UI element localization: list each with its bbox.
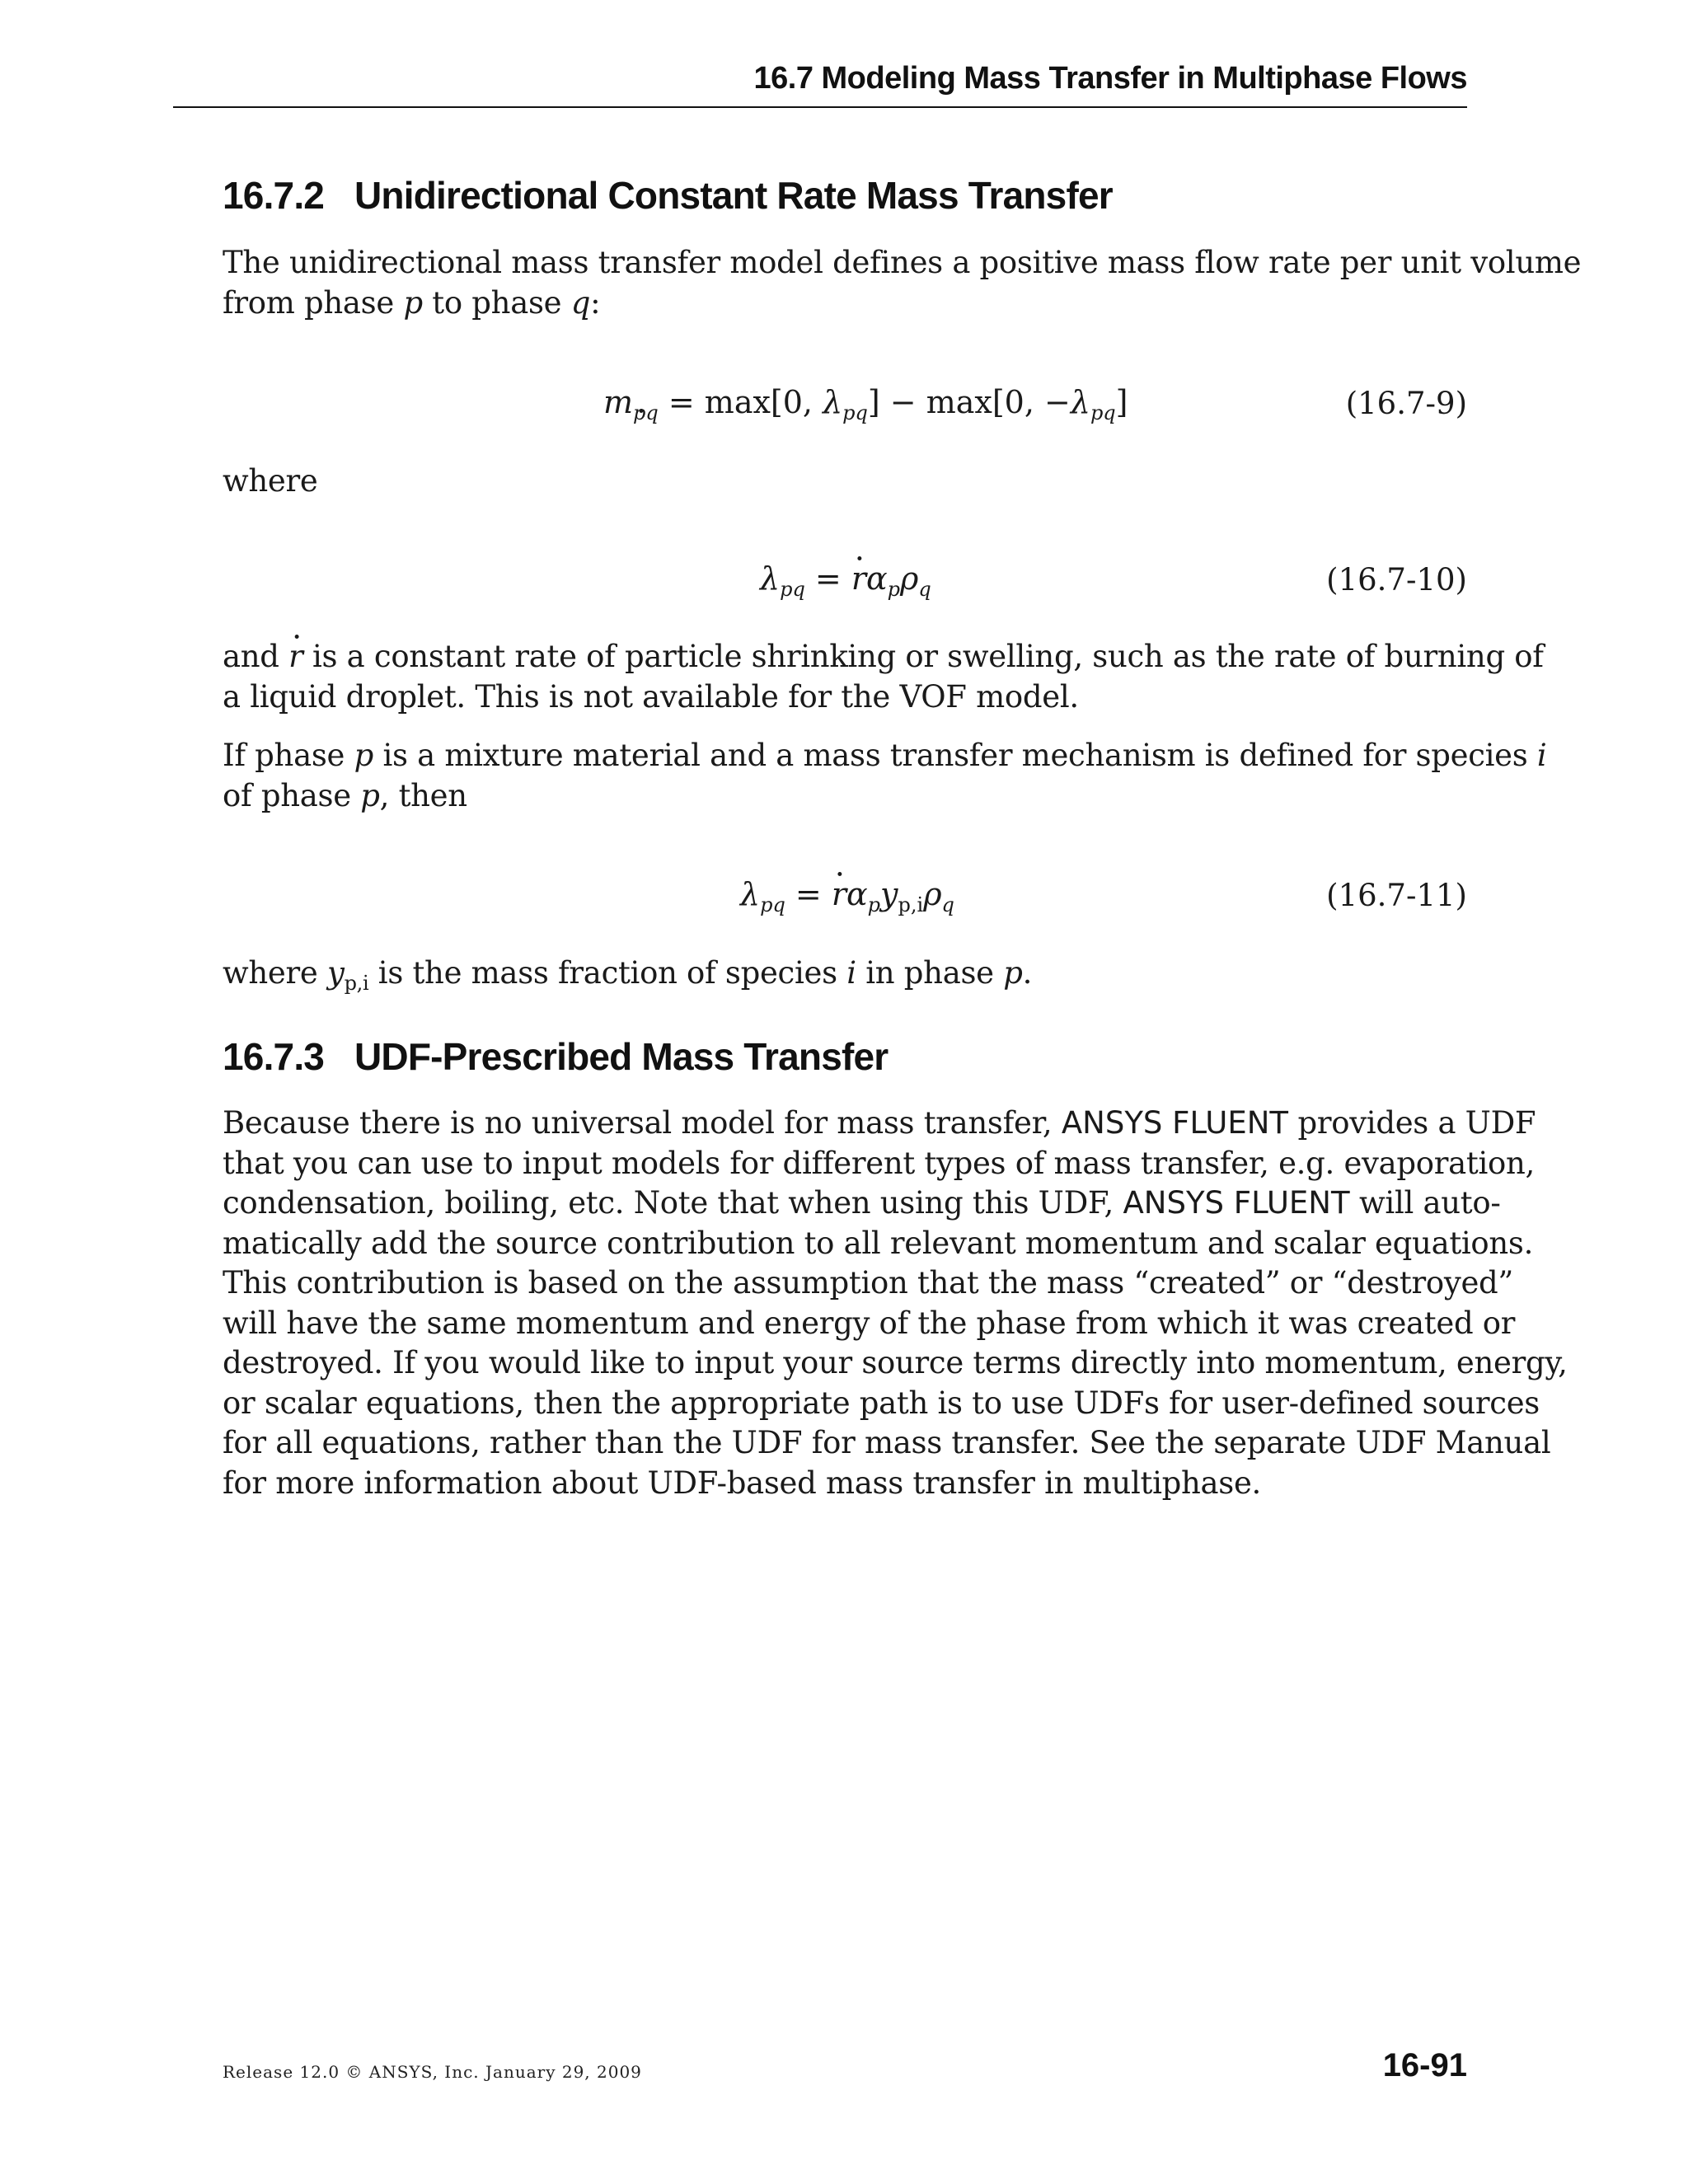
paragraph-line: condensation, boiling, etc. Note that when using this UDF, ANSYS FLUENT will auto- <box>223 1185 1501 1221</box>
section-number: 16.7.2 <box>223 174 325 217</box>
paragraph-line: for all equations, rather than the UDF for mass transfer. See the separate UDF Manual <box>223 1425 1551 1460</box>
paragraph-line: will have the same momentum and energy of the phase from which it was created or <box>223 1305 1516 1341</box>
where-mass-fraction: where $y_{p,i}$ is the mass fraction of species i in phase p. <box>223 955 1033 995</box>
equation-16-7-11: $\lambda_{pq} = r \cdot\alpha_py_{p,i}\rho_q$ <box>740 876 954 912</box>
release-footer: Release 12.0 © ANSYS, Inc. January 29, 2009 <box>223 2062 642 2082</box>
paragraph-line: or scalar equations, then the appropriate path is to use UDFs for user-defined sources <box>223 1385 1540 1421</box>
mixture-paragraph <box>223 736 1547 816</box>
product-name: ANSYS FLUENT <box>1123 1185 1350 1221</box>
equation-number: (16.7-10) <box>1326 562 1467 598</box>
intro-paragraph <box>223 243 1582 323</box>
paragraph-line: from phase p to phase q: <box>223 284 601 321</box>
paragraph-line: and r · is a constant rate of particle shrinking or swelling, such as the rate of burning of <box>223 637 1467 677</box>
udf-paragraph <box>223 1104 1568 1503</box>
running-header: 16.7 Modeling Mass Transfer in Multiphase Flows <box>753 61 1467 96</box>
section-title: UDF-Prescribed Mass Transfer <box>354 1035 889 1078</box>
paragraph-line: that you can use to input models for different types of mass transfer, e.g. evaporation, <box>223 1145 1535 1181</box>
paragraph-line: for more information about UDF-based mass transfer in multiphase. <box>223 1465 1262 1501</box>
paragraph-line: This contribution is based on the assumption that the mass “created” or “destroyed” <box>223 1265 1514 1301</box>
paragraph-line: destroyed. If you would like to input your source terms directly into momentum, energy, <box>223 1345 1568 1380</box>
paragraph-line: If phase p is a mixture material and a mass transfer mechanism is defined for species i <box>223 738 1547 773</box>
header-rule <box>173 106 1467 108</box>
equation-number: (16.7-9) <box>1345 386 1467 421</box>
section-title: Unidirectional Constant Rate Mass Transfer <box>354 174 1113 217</box>
equation-16-7-10: $\lambda_{pq} = r \cdot\alpha_p\rho_q$ <box>760 560 931 597</box>
paragraph-line: matically add the source contribution to all relevant momentum and scalar equations. <box>223 1225 1534 1261</box>
rate-paragraph <box>223 637 1544 717</box>
where-text: where <box>223 463 318 499</box>
section-number: 16.7.3 <box>223 1035 325 1078</box>
paragraph-line: Because there is no universal model for mass transfer, ANSYS FLUENT provides a UDF <box>223 1105 1536 1141</box>
paragraph-line: The unidirectional mass transfer model defines a positive mass flow rate per unit volume <box>223 245 1582 280</box>
paragraph-line: of phase p, then <box>223 777 467 813</box>
paragraph-line: a liquid droplet. This is not available for the VOF model. <box>223 678 1079 715</box>
equation-number: (16.7-11) <box>1326 878 1467 913</box>
equation-16-7-9: $m_{pq} = \max[0$, $\lambda_{pq}] - \max[0$, $-\lambda_{pq}$] <box>603 384 1128 424</box>
page-number: 16-91 <box>1382 2047 1467 2083</box>
section-heading-16-7-3 <box>223 1034 888 1079</box>
product-name: ANSYS FLUENT <box>1061 1105 1288 1141</box>
section-heading-16-7-2 <box>223 173 1113 218</box>
